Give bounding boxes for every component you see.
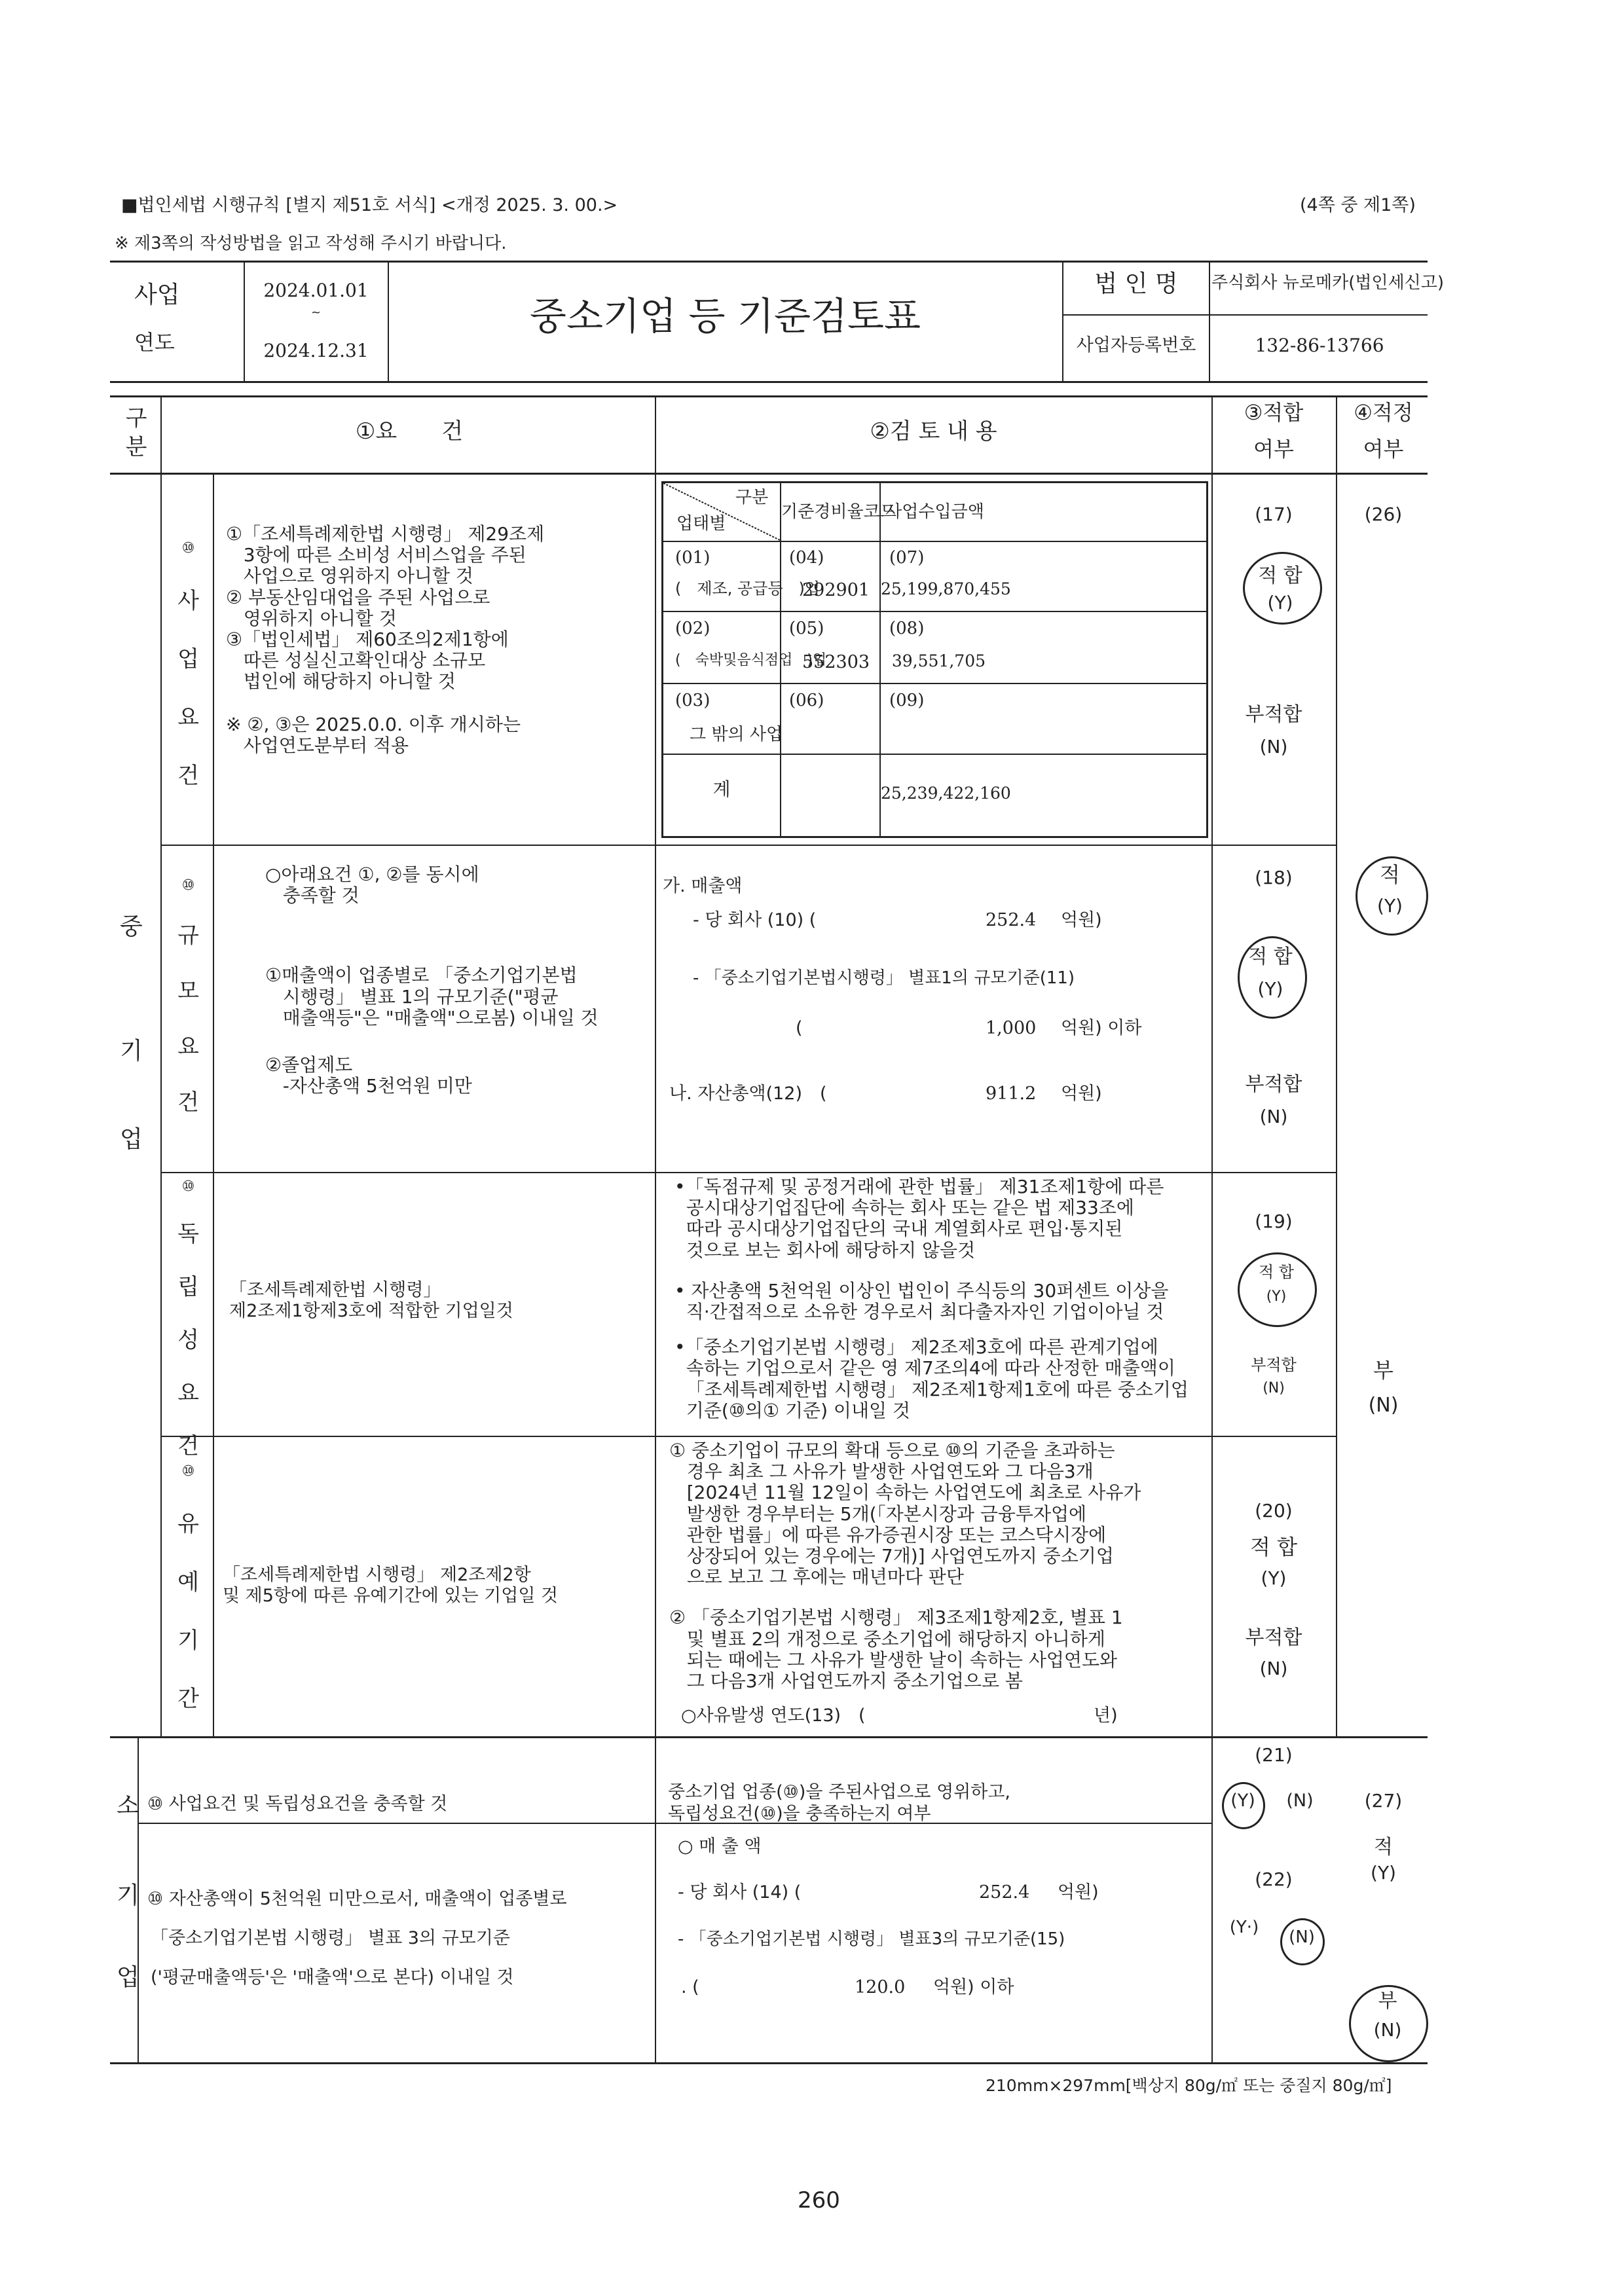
proper-yes-code[interactable]: (Y)	[1371, 1862, 1396, 1884]
proper-no-code[interactable]: (N)	[1368, 1394, 1399, 1417]
fit-code-19: (19)	[1255, 1211, 1293, 1232]
biz-reg-number: 132-86-13766	[1255, 335, 1384, 356]
size-criteria-open: . (	[681, 1977, 699, 1997]
row-105-review-2: 독립성요건(⑩)을 충족하는지 여부	[668, 1804, 931, 1824]
row-103-label: ⑩ 독 립 성 요 건	[177, 1178, 199, 1459]
small-label-2: 기	[117, 1882, 139, 1909]
row-106-requirement-3: ('평균매출액등'은 '매출액'으로 본다) 이내일 것	[151, 1967, 514, 1988]
sme-label-3: 업	[120, 1126, 143, 1153]
company-sales-label: - 당 회사 (10) (	[693, 910, 817, 930]
row-104-requirement-1: 「조세특례제한법 시행령」 제2조제2항	[223, 1565, 531, 1585]
page-title: 중소기업 등 기준검토표	[529, 294, 921, 338]
row-106-requirement-1: ⑩ 자산총액이 5천억원 미만으로서, 매출액이 업종별로	[147, 1889, 567, 1909]
page-number: 260	[798, 2187, 840, 2214]
fit-yes-code[interactable]: (Y)	[1230, 1791, 1255, 1811]
writing-notice: ※ 제3쪽의 작성방법을 읽고 작성해 주시기 바랍니다.	[115, 234, 507, 253]
cell-industry: ( 숙박및음식점업 )업	[675, 652, 827, 668]
cell-rate-code: 552303	[802, 652, 870, 672]
cell-rate-code: 292901	[802, 580, 870, 600]
total-assets-unit: 억원)	[1061, 1084, 1102, 1104]
fit-yes-code[interactable]: (Y)	[1261, 1567, 1287, 1589]
total-label: 계	[712, 778, 731, 800]
paper-spec: 210mm×297mm[백상지 80g/㎡ 또는 중질지 80g/㎡]	[986, 2076, 1392, 2095]
proper-header-2: 여부	[1363, 437, 1404, 462]
sales-header: ○ 매 출 액	[678, 1836, 762, 1857]
business-year-label-2: 연도	[134, 330, 175, 355]
company-sales-value: 252.4	[979, 1882, 1030, 1903]
col-header-rate-code: 기준경비율코드	[781, 502, 896, 522]
total-assets-value: 911.2	[986, 1084, 1037, 1104]
cell-code: (02)	[675, 619, 710, 638]
fit-yes-label[interactable]: 적 합	[1250, 1535, 1297, 1559]
row-103-requirement-1: 「조세특례제한법 시행령」	[229, 1280, 441, 1300]
fit-no-label[interactable]: 부적합	[1251, 1356, 1297, 1374]
fit-no-code[interactable]: (N)	[1259, 736, 1288, 757]
cell-revenue: 39,551,705	[891, 651, 986, 670]
reason-year-label: ○사유발생 연도(13) (	[681, 1705, 866, 1726]
fit-code-18: (18)	[1255, 867, 1293, 888]
fit-code-20: (20)	[1255, 1500, 1293, 1522]
col-header-revenue: 사업수입금액	[885, 502, 984, 522]
fit-no-code[interactable]: (N)	[1286, 1791, 1314, 1811]
cell-code: (08)	[889, 619, 925, 638]
corner-header-top: 구분	[735, 488, 769, 507]
year-start: 2024.01.01	[263, 280, 369, 301]
small-label-1: 소	[117, 1793, 139, 1819]
size-criteria-unit: 억원) 이하	[933, 1977, 1014, 1997]
proper-header-1: ④적정	[1354, 400, 1413, 425]
division-header: 구분	[120, 406, 147, 464]
row-101-requirement: ①「조세특례제한법 시행령」 제29조제 3항에 따른 소비성 서비스업을 주된 사업으로 영위하지 아니할 것 ② 부동산임대업을 주된 사업으로 영위하지 아니할 것 ③「법인세법」 제60조의2제1항에 따른 성실신고확인대상 소규모 법인에 해당하지 아니할 것 ※ ②, ③은 2025.0.0. 이후 개시하는 사업연도분부터 적용	[226, 523, 545, 756]
row-104-requirement-2: 및 제5항에 따른 유예기간에 있는 기업일 것	[223, 1586, 559, 1606]
row-106-requirement-2: 「중소기업기본법 시행령」 별표 3의 규모기준	[151, 1928, 510, 1948]
cell-code: (07)	[889, 548, 925, 568]
form-reference: ■법인세법 시행규칙 [별지 제51호 서식] <개정 2025. 3. 00.>	[121, 195, 618, 215]
page-of-indicator: (4쪽 중 제1쪽)	[1300, 195, 1416, 215]
fit-yes-label[interactable]: 적 합	[1248, 945, 1293, 968]
selected-mark-circle	[1243, 552, 1322, 625]
cell-revenue: 25,199,870,455	[881, 579, 1011, 598]
row-102-label: ⑩ 규 모 요 건	[177, 877, 199, 1116]
reason-year-unit: 년)	[1094, 1705, 1118, 1726]
fit-yes-code[interactable]: (Y)	[1257, 978, 1283, 1000]
total-assets-label: 나. 자산총액(12) (	[669, 1084, 827, 1104]
cell-industry: 그 밖의 사업	[690, 725, 783, 744]
company-sales-unit: 억원)	[1061, 910, 1102, 930]
company-sales-label: - 당 회사 (14) (	[678, 1882, 802, 1903]
cell-code: (04)	[789, 548, 824, 568]
corp-name: 주식회사 뉴로메카(법인세신고)	[1211, 273, 1445, 293]
fit-no-label[interactable]: 부적합	[1245, 1073, 1302, 1096]
proper-yes-code[interactable]: (Y)	[1377, 895, 1403, 917]
fit-yes-label[interactable]: 적 합	[1258, 564, 1302, 587]
size-criteria-unit: 억원) 이하	[1061, 1018, 1142, 1038]
fit-yes-code[interactable]: (Y·)	[1229, 1918, 1259, 1937]
proper-no-label[interactable]: 부	[1378, 1990, 1397, 2013]
small-label-3: 업	[117, 1964, 139, 1991]
company-sales-unit: 억원)	[1058, 1882, 1099, 1903]
cell-code: (01)	[675, 548, 710, 568]
proper-code-27: (27)	[1364, 1790, 1403, 1812]
proper-yes-label[interactable]: 적	[1380, 862, 1400, 887]
fit-no-code[interactable]: (N)	[1259, 1106, 1288, 1127]
fit-no-label[interactable]: 부적합	[1245, 1626, 1302, 1649]
fit-code-21: (21)	[1255, 1744, 1293, 1766]
sme-label-2: 기	[120, 1038, 143, 1065]
size-criteria-label: - 「중소기업기본법 시행령」 별표3의 규모기준(15)	[678, 1929, 1065, 1949]
row-105-review-1: 중소기업 업종(⑩)을 주된사업으로 영위하고,	[668, 1782, 1010, 1802]
row-103-review: •「독점규제 및 공정거래에 관한 법률」 제31조제1항에 따른 공시대상기업집단에 속하는 회사 또는 같은 법 제33조에 따라 공시대상기업집단의 국내 계열회사로 편입·통지된 것으로 보는 회사에 해당하지 않을것 • 자산총액 5천억원 이상인 법인이 주식등의 30퍼센트 이상을 직·간접적으로 소유한 경우로서 최다출자자인 기업이아닐 것 •「중소기업기본법 시행령」 제2조제3호에 따른 관계기업에 속하는 기업으로서 같은 영 제7조의4에 따라 산정한 매출액이 「조세특례제한법 시행령」 제2조제1항제1호에 따른 중소기업 기준(⑩의① 기준) 이내일 것	[674, 1176, 1189, 1421]
year-tilde: ~	[310, 306, 322, 319]
cell-code: (05)	[789, 619, 824, 638]
biz-reg-label: 사업자등록번호	[1076, 335, 1196, 355]
fit-yes-code[interactable]: (Y)	[1267, 592, 1293, 613]
cell-code: (09)	[889, 691, 925, 710]
revenue-by-industry-table	[661, 481, 1208, 838]
row-105-requirement: ⑩ 사업요건 및 독립성요건을 충족할 것	[147, 1794, 448, 1814]
business-year-label-1: 사업	[134, 282, 180, 308]
proper-code-26: (26)	[1364, 503, 1403, 525]
cell-code: (06)	[789, 691, 824, 710]
fit-header-1: ③적합	[1244, 400, 1304, 425]
review-header: ②검 토 내 용	[870, 418, 997, 445]
year-end: 2024.12.31	[263, 340, 369, 361]
sales-header: 가. 매출액	[663, 876, 743, 896]
requirement-header: ①요 건	[355, 418, 464, 445]
total-revenue: 25,239,422,160	[881, 784, 1011, 803]
fit-no-code[interactable]: (N)	[1263, 1380, 1285, 1396]
fit-header-2: 여부	[1253, 437, 1294, 462]
cell-industry: ( 제조, 공급등 )업	[675, 579, 821, 598]
corner-header-bottom: 업태별	[676, 514, 726, 534]
row-103-requirement-2: 제2조제1항제3호에 적합한 기업일것	[229, 1301, 513, 1321]
size-criteria-open: (	[796, 1018, 803, 1038]
cell-code: (03)	[675, 691, 710, 710]
fit-code-17: (17)	[1255, 503, 1293, 525]
fit-no-code[interactable]: (N)	[1259, 1658, 1288, 1679]
proper-no-code[interactable]: (N)	[1373, 2019, 1402, 2041]
row-104-review: ① 중소기업이 규모의 확대 등으로 ⑩의 기준을 초과하는 경우 최초 그 사유가 발생한 사업연도와 그 다음3개 [2024년 11월 12일이 속하는 사업연도에 최초로 사유가 발생한 경우부터는 5개(「자본시장과 금융투자업에 관한 법률」에 따른 유가증권시장 또는 코스닥시장에 상장되어 있는 경우에는 7개)] 사업연도까지 중소기업 으로 보고 그 후에는 매년마다 판단 ② 「중소기업기본법 시행령」 제3조제1항제2호, 별표 1 및 별표 2의 개정으로 중소기업에 해당하지 아니하게 되는 때에는 그 사유가 발생한 날이 속하는 사업연도와 그 다음3개 사업연도까지 중소기업으로 봄	[669, 1440, 1141, 1692]
size-criteria-value: 120.0	[855, 1977, 906, 1997]
size-criteria-label: - 「중소기업기본법시행령」 별표1의 규모기준(11)	[693, 968, 1075, 988]
fit-no-label[interactable]: 부적합	[1245, 703, 1302, 726]
size-criteria-value: 1,000	[986, 1018, 1037, 1038]
company-sales-value: 252.4	[986, 910, 1037, 930]
sme-label-1: 중	[120, 913, 143, 940]
fit-yes-label[interactable]: 적 합	[1259, 1263, 1294, 1281]
row-104-label: ⑩ 유 예 기 간	[177, 1463, 199, 1712]
fit-no-code[interactable]: (N)	[1289, 1927, 1315, 1947]
fit-code-22: (22)	[1255, 1868, 1293, 1890]
row-102-requirement: ○아래요건 ①, ②를 동시에 충족할 것 ①매출액이 업종별로 「중소기업기본법 시행령」 별표 1의 규모기준("평균 매출액등"은 "매출액"으로봄) 이내일 것 ②졸업제도 -자산총액 5천억원 미만	[265, 864, 599, 1097]
proper-yes-label[interactable]: 적	[1374, 1836, 1393, 1859]
corp-name-label: 법 인 명	[1094, 270, 1178, 297]
row-101-label: ⑩ 사 업 요 건	[177, 540, 199, 789]
proper-no-label[interactable]: 부	[1373, 1358, 1393, 1383]
fit-yes-code[interactable]: (Y)	[1266, 1288, 1287, 1305]
